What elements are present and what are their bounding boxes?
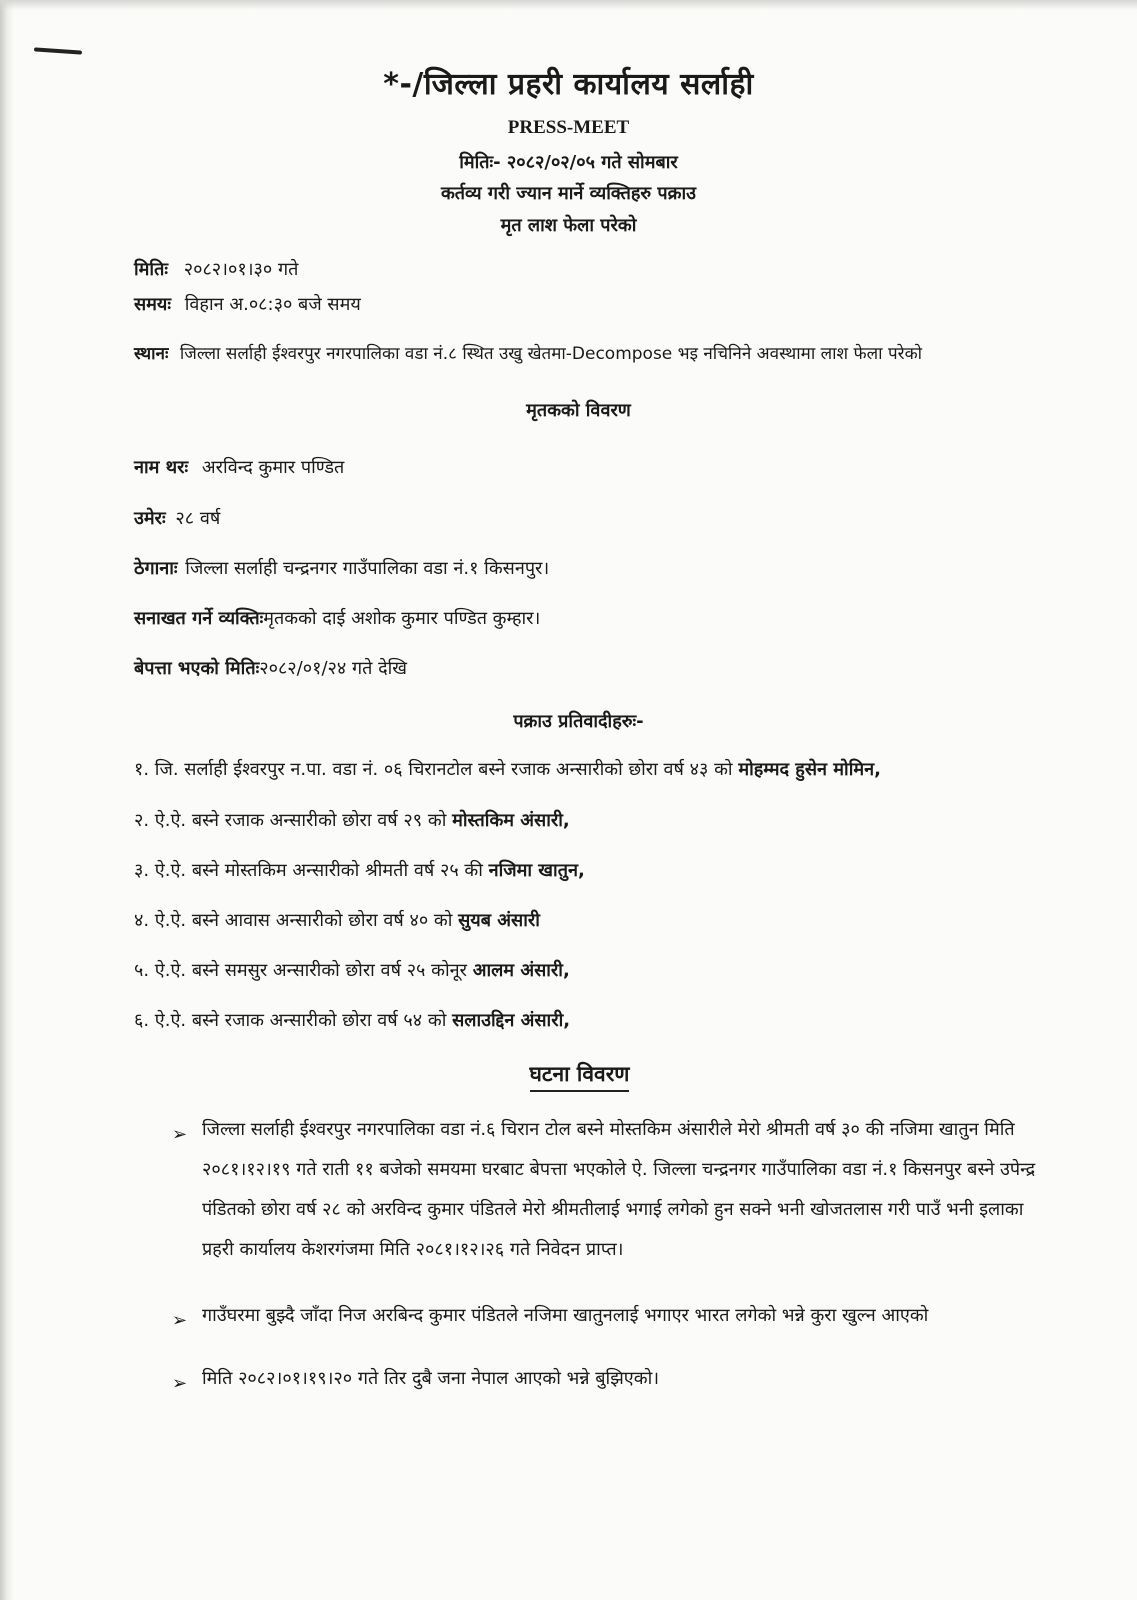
accused-heading: पक्राउ प्रतिवादीहरुः- [513, 711, 644, 732]
deceased-name-row [134, 455, 344, 479]
missing-date-value: २०८२/०१/२४ गते देखि [259, 658, 408, 679]
identifier-value: मृतकको दाई अशोक कुमार पण्डित कुम्हार। [263, 608, 541, 629]
incident-time-value: विहान अ.०८:३० बजे समय [184, 294, 361, 315]
press-meet-label: PRESS-MEET [507, 117, 630, 138]
accused-item [134, 757, 881, 781]
arrow-bullet-icon: ➢ [172, 1310, 188, 1331]
event-bullet-text: मिति २०८२।०१।१९।२० गते तिर दुबै जना नेपाल आएको भन्ने बुझिएको। [202, 1368, 660, 1389]
event-bullet-text: जिल्ला सर्लाही ईश्वरपुर नगरपालिका वडा नं.६ चिरान टोल बस्ने मोस्तकिम अंसारीले मेरो श्रीमती वर्ष ३० की नजिमा खातुन मिति २०८१।१२।१९ गते राती ११ बजेको समयमा घरबाट बेपत्ता भएकोले ऐ. जिल्ला चन्द्रनगर गाउँपालिका वडा नं.१ किसनपुर बस्ने उपेन्द्र पंडितको छोरा वर्ष २८ को अरविन्द कुमार पंडितले मेरो श्रीमतीलाई भगाई लगेको हुन सक्ने भनी खोजतलास गरी पाउँ भनी इलाका प्रहरी कार्यालय केशरगंजमा मिति २०८१।१२।२६ गते निवेदन प्राप्त। [202, 1119, 1036, 1260]
incident-place-label: स्थानः [134, 344, 169, 364]
accused-item-text: ५. ऐ.ऐ. बस्ने समसुर अन्सारीको छोरा वर्ष २५ कोनूर [134, 960, 473, 981]
identifier-label: सनाखत गर्ने व्यक्तिः [134, 608, 264, 629]
subject-line-1: कर्तव्य गरी ज्यान मार्ने व्यक्तिहरु पक्राउ [440, 183, 697, 204]
accused-item-text: ६. ऐ.ऐ. बस्ने रजाक अन्सारीको छोरा वर्ष ५४ को [134, 1010, 453, 1031]
deceased-age-label: उमेरः [134, 508, 166, 529]
deceased-name-value: अरविन्द कुमार पण्डित [201, 457, 345, 478]
accused-item [134, 908, 540, 932]
event-heading-wrap [0, 1060, 1137, 1092]
deceased-age-value: २८ वर्ष [175, 508, 221, 529]
subject-line-2: मृत लाश फेला परेको [500, 215, 637, 236]
accused-item-name: सलाउद्दिन अंसारी, [452, 1010, 571, 1031]
deceased-address-value: जिल्ला सर्लाही चन्द्रनगर गाउँपालिका वडा नं.१ किसनपुर। [185, 558, 550, 579]
deceased-age-row [134, 506, 220, 530]
event-bullet [172, 1118, 1052, 1270]
deceased-name-label: नाम थरः [134, 457, 189, 478]
accused-item-text: २. ऐ.ऐ. बस्ने रजाक अन्सारीको छोरा वर्ष २९ को [134, 810, 453, 831]
incident-place-row [134, 341, 922, 364]
arrow-bullet-icon: ➢ [172, 1373, 188, 1394]
office-title: *-/जिल्ला प्रहरी कार्यालय सर्लाही [383, 67, 754, 102]
accused-item-text: ४. ऐ.ऐ. बस्ने आवास अन्सारीको छोरा वर्ष ४० को [134, 910, 459, 931]
incident-place-value: जिल्ला सर्लाही ईश्वरपुर नगरपालिका वडा नं.८ स्थित उखु खेतमा-Decompose भइ नचिनिने अवस्थामा लाश फेला परेको [179, 344, 923, 364]
accused-item [134, 808, 570, 832]
accused-item-name: सुयब अंसारी [458, 910, 540, 931]
incident-date-row [134, 257, 298, 281]
accused-item-name: मोस्तकिम अंसारी, [452, 810, 570, 831]
pen-mark [34, 47, 82, 54]
arrow-bullet-icon: ➢ [172, 1124, 188, 1145]
accused-item [134, 1008, 570, 1032]
incident-date-label: मितिः [134, 259, 168, 280]
accused-item-name: आलम अंसारी, [472, 960, 570, 981]
deceased-address-label: ठेगानाः [134, 558, 178, 579]
incident-time-row [134, 292, 361, 316]
page-top-shadow [0, 0, 1137, 10]
event-bullet-text: गाउँघरमा बुझ्दै जाँदा निज अरबिन्द कुमार पंडितले नजिमा खातुनलाई भगाएर भारत लगेको भन्ने कुरा खुल्न आएको [202, 1305, 929, 1326]
incident-date-value: २०८२।०१।३० गते [183, 259, 299, 280]
press-date: मितिः- २०८२/०२/०५ गते सोमबार [459, 152, 678, 173]
accused-item-text: १. जि. सर्लाही ईश्वरपुर न.पा. वडा नं. ०६ चिरानटोल बस्ने रजाक अन्सारीको छोरा वर्ष ४३ को [134, 759, 739, 780]
identifier-row [134, 606, 540, 630]
event-bullet [172, 1367, 1052, 1399]
accused-item [134, 958, 570, 982]
accused-item-name: नजिमा खातुन, [488, 860, 585, 881]
event-heading: घटना विवरण [530, 1060, 630, 1092]
accused-item-text: ३. ऐ.ऐ. बस्ने मोस्तकिम अन्सारीको श्रीमती वर्ष २५ की [134, 860, 489, 881]
accused-item [134, 858, 585, 882]
missing-date-label: बेपत्ता भएको मितिः [134, 658, 260, 679]
deceased-heading: मृतकको विवरण [526, 400, 631, 421]
accused-item-name: मोहम्मद हुसेन मोमिन, [738, 759, 881, 780]
incident-time-label: समयः [134, 294, 172, 315]
page-edge-shadow [0, 0, 14, 1600]
missing-date-row [134, 656, 407, 680]
deceased-address-row [134, 556, 549, 580]
event-bullet [172, 1304, 1052, 1336]
